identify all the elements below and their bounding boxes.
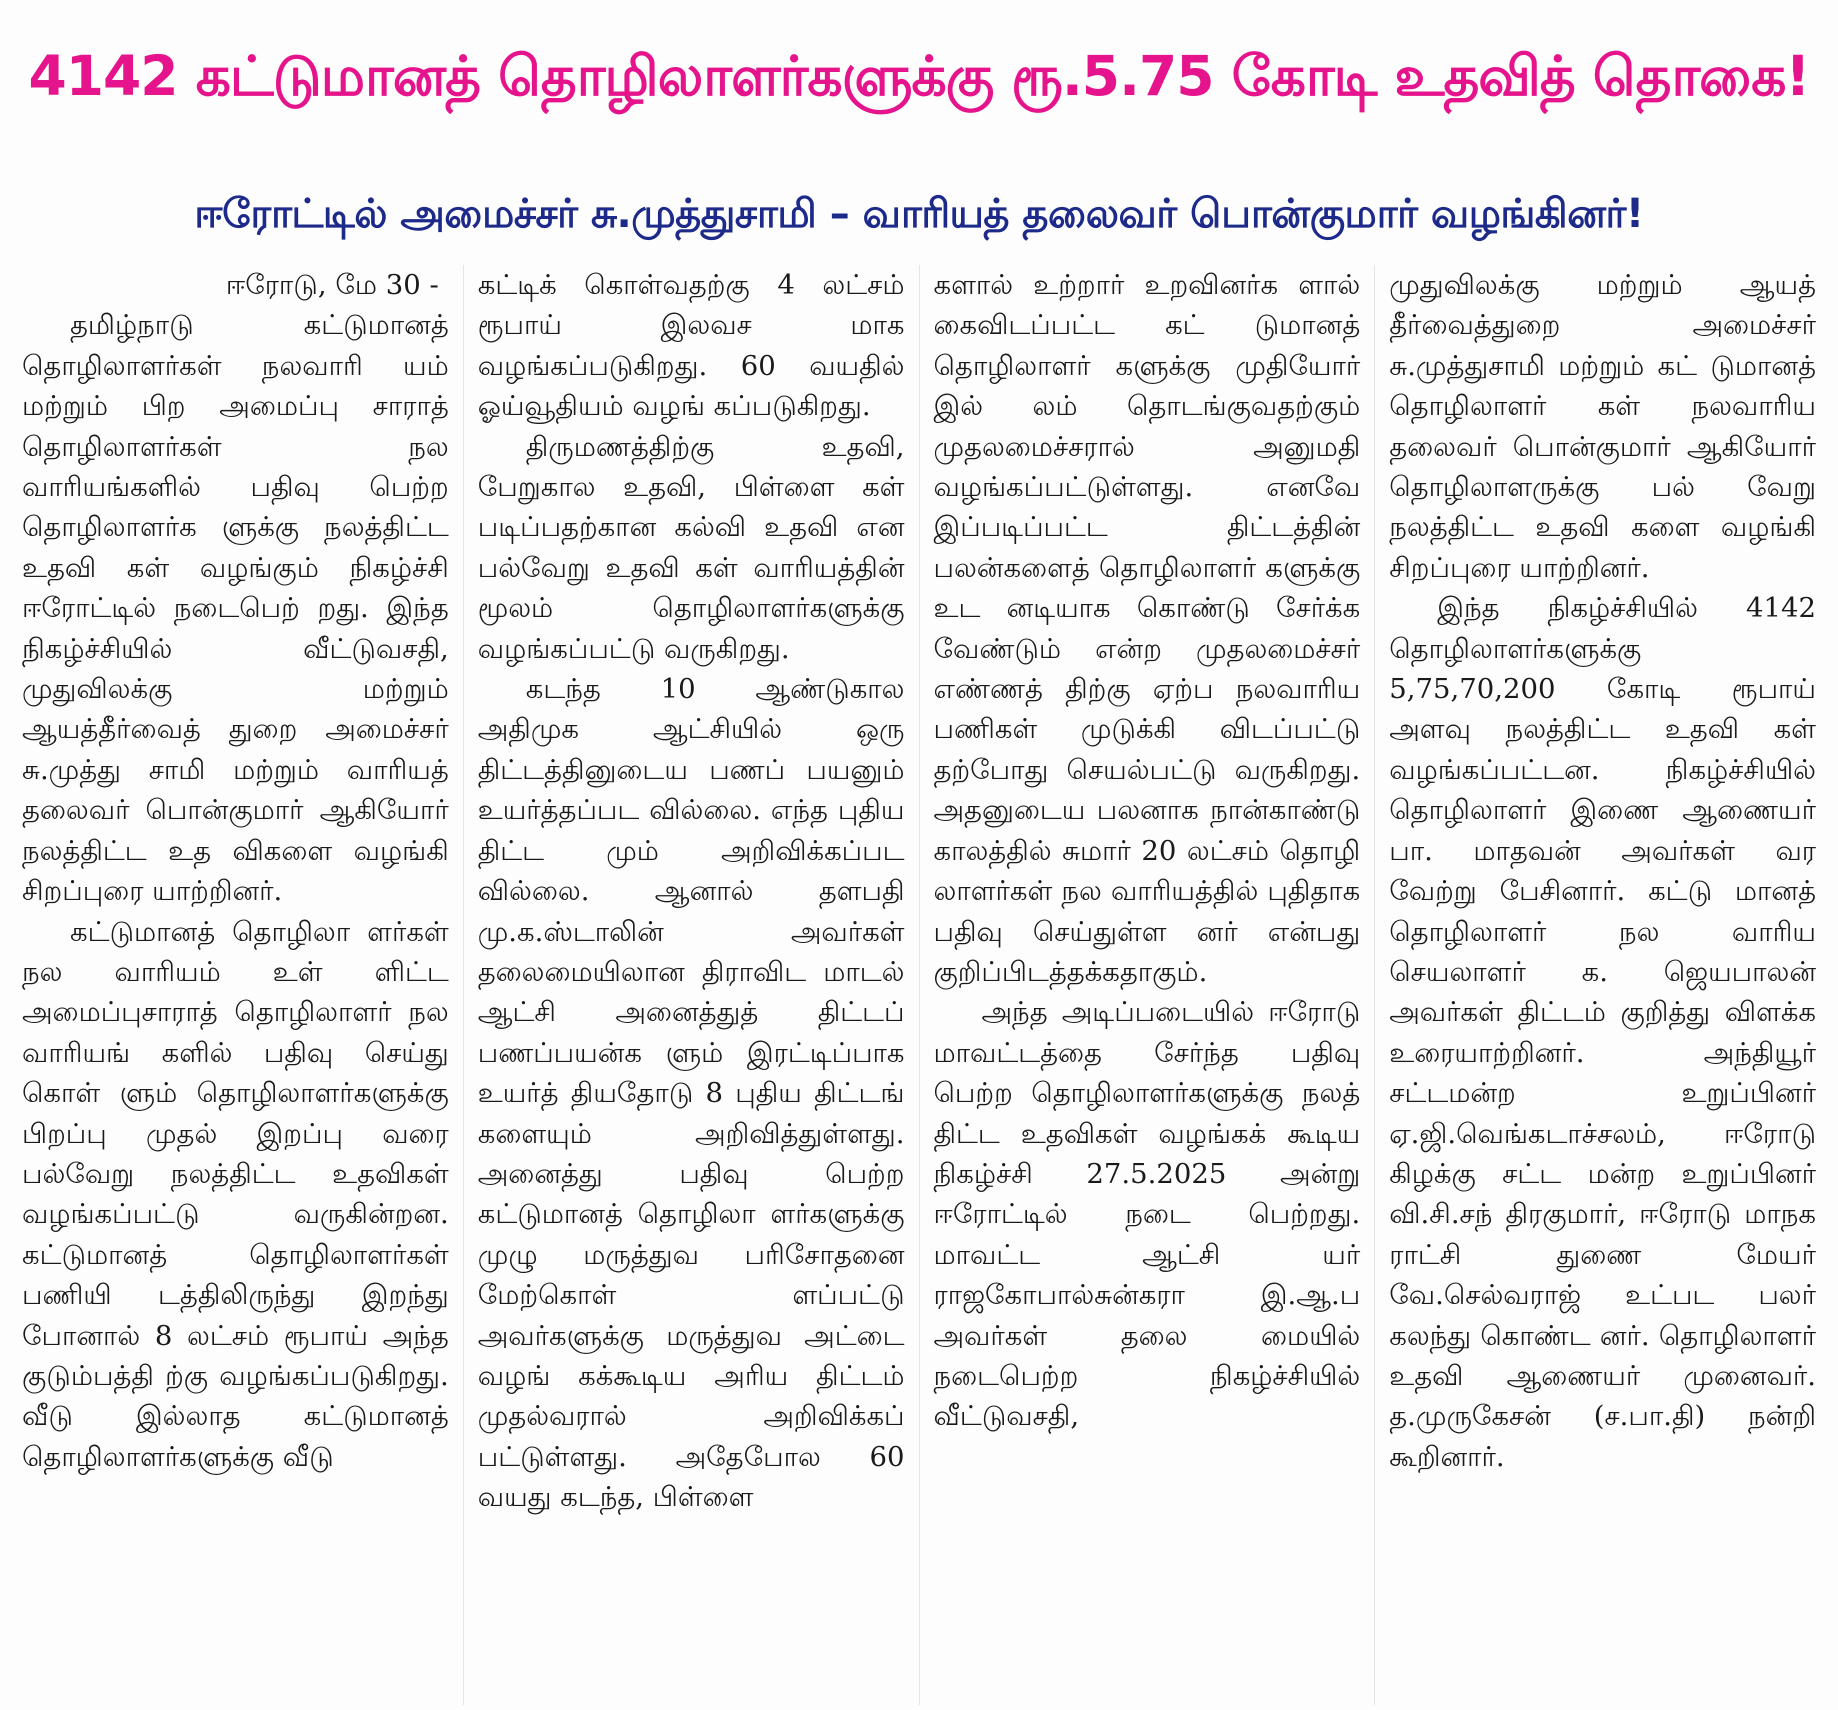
- paragraph: தமிழ்நாடு கட்டுமானத் தொழிலாளர்கள் நலவாரி யம் மற்றும் பிற அமைப்பு சாராத் தொழிலாளர்கள் நல வாரியங்களில் பதிவு பெற்ற தொழிலாளர்க ளுக்கு நலத்திட்ட உதவி கள் வழங்கும் நிகழ்ச்சி ஈரோட்டில் நடைபெற் றது. இந்த நிகழ்ச்சியில் வீட்டுவசதி, முதுவிலக்கு மற்றும் ஆயத்தீர்வைத் துறை அமைச்சர் சு.முத்து சாமி மற்றும் வாரியத் தலைவர் பொன்குமார் ஆகியோர் நலத்திட்ட உத விகளை வழங்கி சிறப்புரை யாற்றினர்.: [22, 309, 449, 908]
- article-column-3: [919, 265, 1375, 1705]
- article-column-2: [463, 265, 919, 1705]
- article-column-4: [1374, 265, 1830, 1705]
- paragraph: கடந்த 10 ஆண்டுகால அதிமுக ஆட்சியில் ஒரு திட்டத்தினுடைய பணப் பயனும் உயர்த்தப்பட வில்லை. எந்த புதிய திட்ட மும் அறிவிக்கப்பட வில்லை. ஆனால் தளபதி மு.க.ஸ்டாலின் அவர்கள் தலைமையிலான திராவிட மாடல் ஆட்சி அனைத்துத் திட்டப் பணப்பயன்க ளும் இரட்டிப்பாக உயர்த் தியதோடு 8 புதிய திட்டங் களையும் அறிவித்துள்ளது. அனைத்து பதிவு பெற்ற கட்டுமானத் தொழிலா ளர்களுக்கு முழு மருத்துவ பரிசோதனை மேற்கொள் ளப்பட்டு அவர்களுக்கு மருத்துவ அட்டை வழங் கக்கூடிய அரிய திட்டம் முதல்வரால் அறிவிக்கப் பட்டுள்ளது. அதேபோல 60 வயது கடந்த, பிள்ளை: [477, 673, 905, 1514]
- paragraph: திருமணத்திற்கு உதவி, பேறுகால உதவி, பிள்ளை கள் படிப்பதற்கான கல்வி உதவி என பல்வேறு உதவி கள் வாரியத்தின் மூலம் தொழிலாளர்களுக்கு வழங்கப்பட்டு வருகிறது.: [477, 430, 905, 665]
- paragraph: இந்த நிகழ்ச்சியில் 4142 தொழிலாளர்களுக்கு 5,75,70,200 கோடி ரூபாய் அளவு நலத்திட்ட உதவி கள் வழங்கப்பட்டன. நிகழ்ச்சியில் தொழிலாளர் இணை ஆணையர் பா. மாதவன் அவர்கள் வர வேற்று பேசினார். கட்டு மானத் தொழிலாளர் நல வாரிய செயலாளர் க. ஜெயபாலன் அவர்கள் திட்டம் குறித்து விளக்க உரையாற்றினர். அந்தியூர் சட்டமன்ற உறுப்பினர் ஏ.ஜி.வெங்கடாச்சலம், ஈரோடு கிழக்கு சட்ட மன்ற உறுப்பினர் வி.சி.சந் திரகுமார், ஈரோடு மாநக ராட்சி துணை மேயர் வே.செல்வராஜ் உட்பட பலர் கலந்து கொண்ட னர். தொழிலாளர் உதவி ஆணையர் முனைவர். த.முருகேசன் (ச.பா.தி) நன்றி கூறினார்.: [1389, 592, 1816, 1473]
- paragraph: முதுவிலக்கு மற்றும் ஆயத் தீர்வைத்துறை அமைச்சர் சு.முத்துசாமி மற்றும் கட் டுமானத் தொழிலாளர் கள் நலவாரிய தலைவர் பொன்குமார் ஆகியோர் தொழிலாளருக்கு பல் வேறு நலத்திட்ட உதவி களை வழங்கி சிறப்புரை யாற்றினர்.: [1389, 269, 1816, 584]
- dateline: ஈரோடு, மே 30 -: [225, 269, 439, 301]
- article-body: [8, 265, 1830, 1705]
- headline: 4142 கட்டுமானத் தொழிலாளர்களுக்கு ரூ.5.75 கோடி உதவித் தொகை!: [28, 44, 1810, 108]
- paragraph: கட்டிக் கொள்வதற்கு 4 லட்சம் ரூபாய் இலவச மாக வழங்கப்படுகிறது. 60 வயதில் ஓய்வூதியம் வழங் கப்படுகிறது.: [477, 269, 905, 423]
- paragraph: அந்த அடிப்படையில் ஈரோடு மாவட்டத்தை சேர்ந்த பதிவு பெற்ற தொழிலாளர்களுக்கு நலத் திட்ட உதவிகள் வழங்கக் கூடிய நிகழ்ச்சி 27.5.2025 அன்று ஈரோட்டில் நடை பெற்றது. மாவட்ட ஆட்சி யர் ராஜகோபால்சுன்கரா இ.ஆ.ப அவர்கள் தலை மையில் நடைபெற்ற நிகழ்ச்சியில் வீட்டுவசதி,: [933, 996, 1361, 1433]
- paragraph: களால் உற்றார் உறவினர்க ளால் கைவிடப்பட்ட கட் டுமானத் தொழிலாளர் களுக்கு முதியோர் இல் லம் தொடங்குவதற்கும் முதலமைச்சரால் அனுமதி வழங்கப்பட்டுள்ளது. எனவே இப்படிப்பட்ட திட்டத்தின் பலன்களைத் தொழிலாளர் களுக்கு உட னடியாக கொண்டு சேர்க்க வேண்டும் என்ற முதலமைச்சர் எண்ணத் திற்கு ஏற்ப நலவாரிய பணிகள் முடுக்கி விடப்பட்டு தற்போது செயல்பட்டு வருகிறது. அதனுடைய பலனாக நான்காண்டு காலத்தில் சுமார் 20 லட்சம் தொழி லாளர்கள் நல வாரியத்தில் புதிதாக பதிவு செய்துள்ள னர் என்பது குறிப்பிடத்தக்கதாகும்.: [933, 269, 1361, 988]
- article-column-1: [8, 265, 463, 1705]
- paragraph: கட்டுமானத் தொழிலா ளர்கள் நல வாரியம் உள் ளிட்ட அமைப்புசாராத் தொழிலாளர் நல வாரியங் களில் பதிவு செய்து கொள் ளும் தொழிலாளர்களுக்கு பிறப்பு முதல் இறப்பு வரை பல்வேறு நலத்திட்ட உதவிகள் வழங்கப்பட்டு வருகின்றன. கட்டுமானத் தொழிலாளர்கள் பணியி டத்திலிருந்து இறந்து போனால் 8 லட்சம் ரூபாய் அந்த குடும்பத்தி ற்கு வழங்கப்படுகிறது. வீடு இல்லாத கட்டுமானத் தொழிலாளர்களுக்கு வீடு: [22, 915, 449, 1473]
- subheadline: ஈரோட்டில் அமைச்சர் சு.முத்துசாமி – வாரியத் தலைவர் பொன்குமார் வழங்கினர்!: [194, 190, 1644, 237]
